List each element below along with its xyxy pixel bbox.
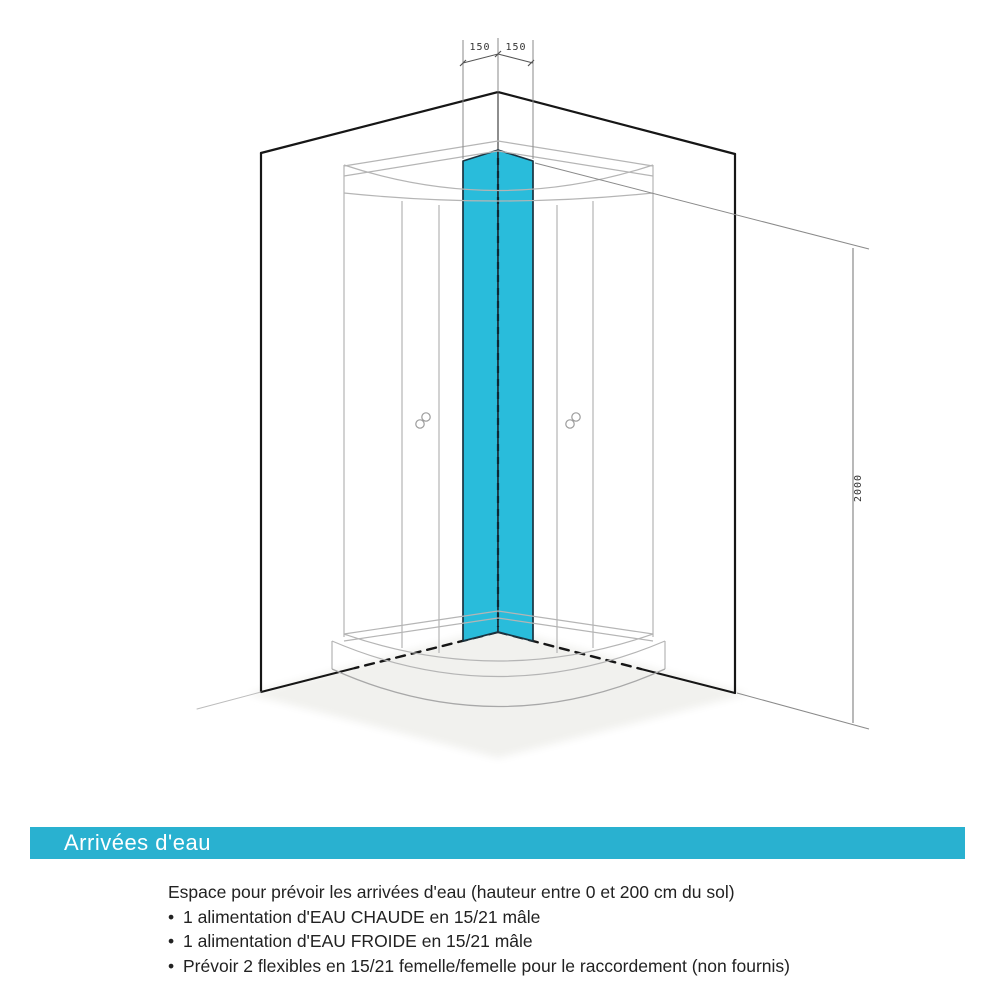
door-handle-left bbox=[416, 413, 430, 428]
dim-ext-height-bottom bbox=[737, 693, 869, 729]
handle-knob-icon bbox=[566, 420, 574, 428]
note-intro-text: Espace pour prévoir les arrivées d'eau (hauteur entre 0 et 200 cm du sol) bbox=[168, 882, 735, 902]
note-intro bbox=[168, 880, 868, 905]
section-title: Arrivées d'eau bbox=[64, 830, 211, 855]
note-item-text: Prévoir 2 flexibles en 15/21 femelle/femelle pour le raccordement (non fournis) bbox=[183, 955, 790, 976]
bullet-icon: • bbox=[168, 955, 175, 976]
bullet-icon: • bbox=[168, 906, 175, 927]
dim-label-2000: 2000 bbox=[853, 473, 864, 503]
dim-ticks-top bbox=[460, 51, 534, 66]
door-handle-right bbox=[566, 413, 580, 428]
tray-floor bbox=[248, 627, 748, 758]
handle-knob-icon bbox=[572, 413, 580, 421]
note-item bbox=[168, 954, 868, 979]
dim-label-150-left: 150 bbox=[469, 42, 491, 53]
inlet-zone-right-face bbox=[498, 150, 533, 641]
note-item bbox=[168, 905, 868, 930]
inlet-zone-left-face bbox=[463, 150, 498, 641]
notes-block bbox=[168, 880, 868, 978]
dimension-height bbox=[535, 163, 869, 729]
note-item-text: 1 alimentation d'EAU CHAUDE en 15/21 mâle bbox=[183, 906, 541, 927]
bullet-icon: • bbox=[168, 931, 175, 951]
water-inlet-zone bbox=[463, 150, 533, 641]
floor-line-extension bbox=[197, 692, 261, 709]
section-banner bbox=[30, 827, 965, 859]
note-item-text: 1 alimentation d'EAU FROIDE en 15/21 mâle bbox=[183, 931, 533, 951]
dim-ext-height-top bbox=[535, 163, 869, 249]
handle-knob-icon bbox=[416, 420, 424, 428]
handle-knob-icon bbox=[422, 413, 430, 421]
note-item bbox=[168, 929, 868, 954]
dim-label-150-right: 150 bbox=[505, 42, 527, 53]
floor-shadow bbox=[248, 627, 748, 758]
